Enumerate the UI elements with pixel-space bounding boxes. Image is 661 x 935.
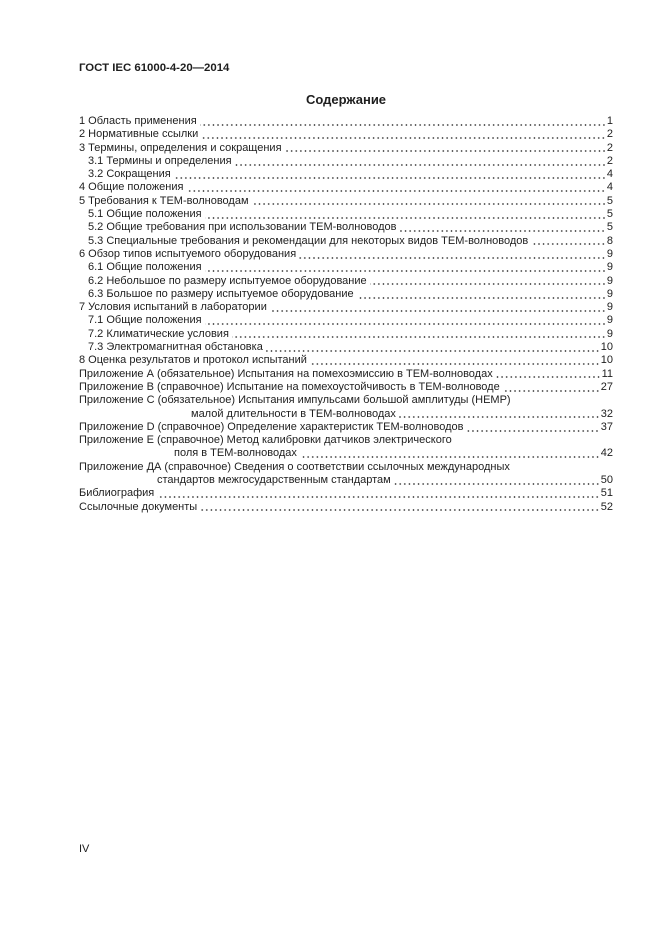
toc-entry <box>79 181 613 194</box>
toc-entry-title: 7 Условия испытаний в лаборатории <box>79 301 267 314</box>
toc-entry-title: 6.3 Большое по размеру испытуемое оборудование <box>88 287 354 300</box>
toc-entry-first-line <box>79 394 613 407</box>
toc-entry-title: 6 Обзор типов испытуемого оборудования <box>79 247 297 260</box>
toc-entry-annex <box>79 461 613 488</box>
dot-leader <box>205 216 606 220</box>
dot-leader <box>370 282 606 286</box>
dot-leader <box>299 256 606 260</box>
toc-entry-title: 4 Общие положения <box>79 181 184 194</box>
toc-entry-page: 2 <box>606 141 613 154</box>
toc-entry-title-continuation: стандартов межгосударственным стандартам <box>157 474 391 487</box>
toc-entry-page: 50 <box>600 474 613 487</box>
toc-entry <box>79 115 613 128</box>
toc-entry-title-continuation: малой длительности в ТЕМ-волноводах <box>191 407 396 420</box>
dot-leader <box>503 389 600 393</box>
toc-entry-title: 5.2 Общие требования при использовании ТЕМ-волноводов <box>88 221 397 234</box>
toc-entry-title: Приложение ДА (справочное) Сведения о соответствии ссылочных международных <box>79 460 510 473</box>
toc-subentry <box>79 288 613 301</box>
toc-entry-page: 9 <box>606 287 613 300</box>
toc-entry-page: 42 <box>600 447 613 460</box>
dot-leader <box>285 149 606 153</box>
toc-entry-page: 1 <box>606 115 613 127</box>
toc-subentry <box>79 275 613 288</box>
toc-entry <box>79 128 613 141</box>
toc-entry-page: 9 <box>606 247 613 260</box>
dot-leader <box>399 415 600 419</box>
toc-entry-page: 9 <box>606 261 613 274</box>
toc-entry-page: 2 <box>606 128 613 141</box>
toc-entry-title-continuation: поля в ТЕМ-волноводах <box>174 447 297 460</box>
dot-leader <box>252 202 606 206</box>
toc-entry-page: 5 <box>606 194 613 207</box>
dot-leader <box>310 362 600 366</box>
dot-leader <box>394 482 600 486</box>
toc-entry-continuation-line <box>79 474 613 487</box>
toc-entry-title: Библиография <box>79 487 155 500</box>
dot-leader <box>466 429 599 433</box>
toc-entry-title: 7.1 Общие положения <box>88 314 202 327</box>
toc-entry-page: 4 <box>606 181 613 194</box>
toc-subentry <box>79 328 613 341</box>
toc-entry-page: 51 <box>600 487 613 500</box>
toc-entry-first-line <box>79 461 613 474</box>
toc-entry-title: Приложение В (справочное) Испытание на помехоустойчивость в ТЕМ-волноводе <box>79 380 500 393</box>
dot-leader <box>357 296 606 300</box>
dot-leader <box>201 136 606 140</box>
toc-entry-page: 52 <box>600 500 613 513</box>
toc-entry-page: 32 <box>600 407 613 420</box>
toc-entry-first-line <box>79 434 613 447</box>
toc-entry-continuation-line <box>79 408 613 421</box>
toc-entry-page: 9 <box>606 301 613 314</box>
dot-leader <box>157 495 600 499</box>
dot-leader <box>205 269 606 273</box>
toc-entry-title: 5.3 Специальные требования и рекомендации для некоторых видов ТЕМ-волноводов <box>88 234 529 247</box>
toc-entry-page: 10 <box>600 354 613 367</box>
toc-entry-title: 3 Термины, определения и сокращения <box>79 141 282 154</box>
toc-entry-annex <box>79 434 613 461</box>
toc-entry-title: 6.2 Небольшое по размеру испытуемое оборудование <box>88 274 367 287</box>
toc-entry-title: 8 Оценка результатов и протокол испытаний <box>79 354 307 367</box>
toc-entry-page: 37 <box>600 420 613 433</box>
dot-leader <box>270 309 606 313</box>
dot-leader <box>300 455 600 459</box>
toc-entry-annex <box>79 421 613 434</box>
toc-entry <box>79 248 613 261</box>
dot-leader <box>496 375 601 379</box>
toc-entry-title: 1 Область применения <box>79 115 197 127</box>
toc-entry-annex <box>79 368 613 381</box>
toc-entry <box>79 501 613 514</box>
dot-leader <box>174 176 606 180</box>
toc-entry-continuation-line <box>79 447 613 460</box>
toc-subentry <box>79 168 613 181</box>
toc-entry <box>79 195 613 208</box>
toc-entry-page: 9 <box>606 327 613 340</box>
dot-leader <box>205 322 606 326</box>
document-code-header: ГОСТ IEC 61000-4-20—2014 <box>79 62 230 74</box>
toc-subentry <box>79 208 613 221</box>
toc-subentry <box>79 235 613 248</box>
toc-entry-annex <box>79 381 613 394</box>
toc-entry-title: Ссылочные документы <box>79 500 198 513</box>
toc-title: Содержание <box>305 92 387 107</box>
dot-leader <box>399 229 605 233</box>
toc-entry-title: 5 Требования к ТЕМ-волноводам <box>79 194 249 207</box>
dot-leader <box>235 163 606 167</box>
toc-entry-page: 11 <box>601 367 613 380</box>
toc-entry <box>79 487 613 500</box>
toc-subentry <box>79 155 613 168</box>
toc-entry-title: 7.3 Электромагнитная обстановка <box>88 341 263 354</box>
toc-entry-title: 6.1 Общие положения <box>88 261 202 274</box>
toc-entry-title: 3.1 Термины и определения <box>88 154 232 167</box>
toc-entry-page: 27 <box>600 380 613 393</box>
toc-entry-annex <box>79 394 613 421</box>
page-number: IV <box>79 843 90 855</box>
toc-entry-page: 8 <box>606 234 613 247</box>
toc-entry-title: 2 Нормативные ссылки <box>79 128 199 141</box>
dot-leader <box>232 335 606 339</box>
toc-entry-page: 2 <box>606 154 613 167</box>
toc-subentry <box>79 221 613 234</box>
dot-leader <box>531 242 606 246</box>
toc-entry-title: Приложение Е (справочное) Метод калибровки датчиков электрического <box>79 434 452 447</box>
toc-entry-page: 5 <box>606 208 613 221</box>
dot-leader <box>186 189 605 193</box>
toc-entry-title: 5.1 Общие положения <box>88 208 202 221</box>
dot-leader <box>266 349 600 353</box>
toc-entry <box>79 301 613 314</box>
toc-subentry <box>79 314 613 327</box>
dot-leader <box>200 508 600 512</box>
table-of-contents <box>79 115 613 514</box>
toc-entry-title: 3.2 Сокращения <box>88 168 171 181</box>
toc-entry-title: Приложение А (обязательное) Испытания на помехоэмиссию в ТЕМ-волноводах <box>79 367 493 380</box>
toc-entry-page: 5 <box>606 221 613 234</box>
toc-entry-title: Приложение D (справочное) Определение характеристик ТЕМ-волноводов <box>79 420 464 433</box>
toc-entry-page: 9 <box>606 274 613 287</box>
toc-entry-page: 4 <box>606 168 613 181</box>
toc-subentry <box>79 341 613 354</box>
toc-entry-title: Приложение С (обязательное) Испытания импульсами большой амплитуды (HEMP) <box>79 394 511 407</box>
toc-entry-title: 7.2 Климатические условия <box>88 327 229 340</box>
dot-leader <box>200 123 606 127</box>
toc-entry-page: 9 <box>606 314 613 327</box>
toc-entry-page: 10 <box>600 341 613 354</box>
toc-entry <box>79 354 613 367</box>
toc-subentry <box>79 261 613 274</box>
toc-entry <box>79 142 613 155</box>
